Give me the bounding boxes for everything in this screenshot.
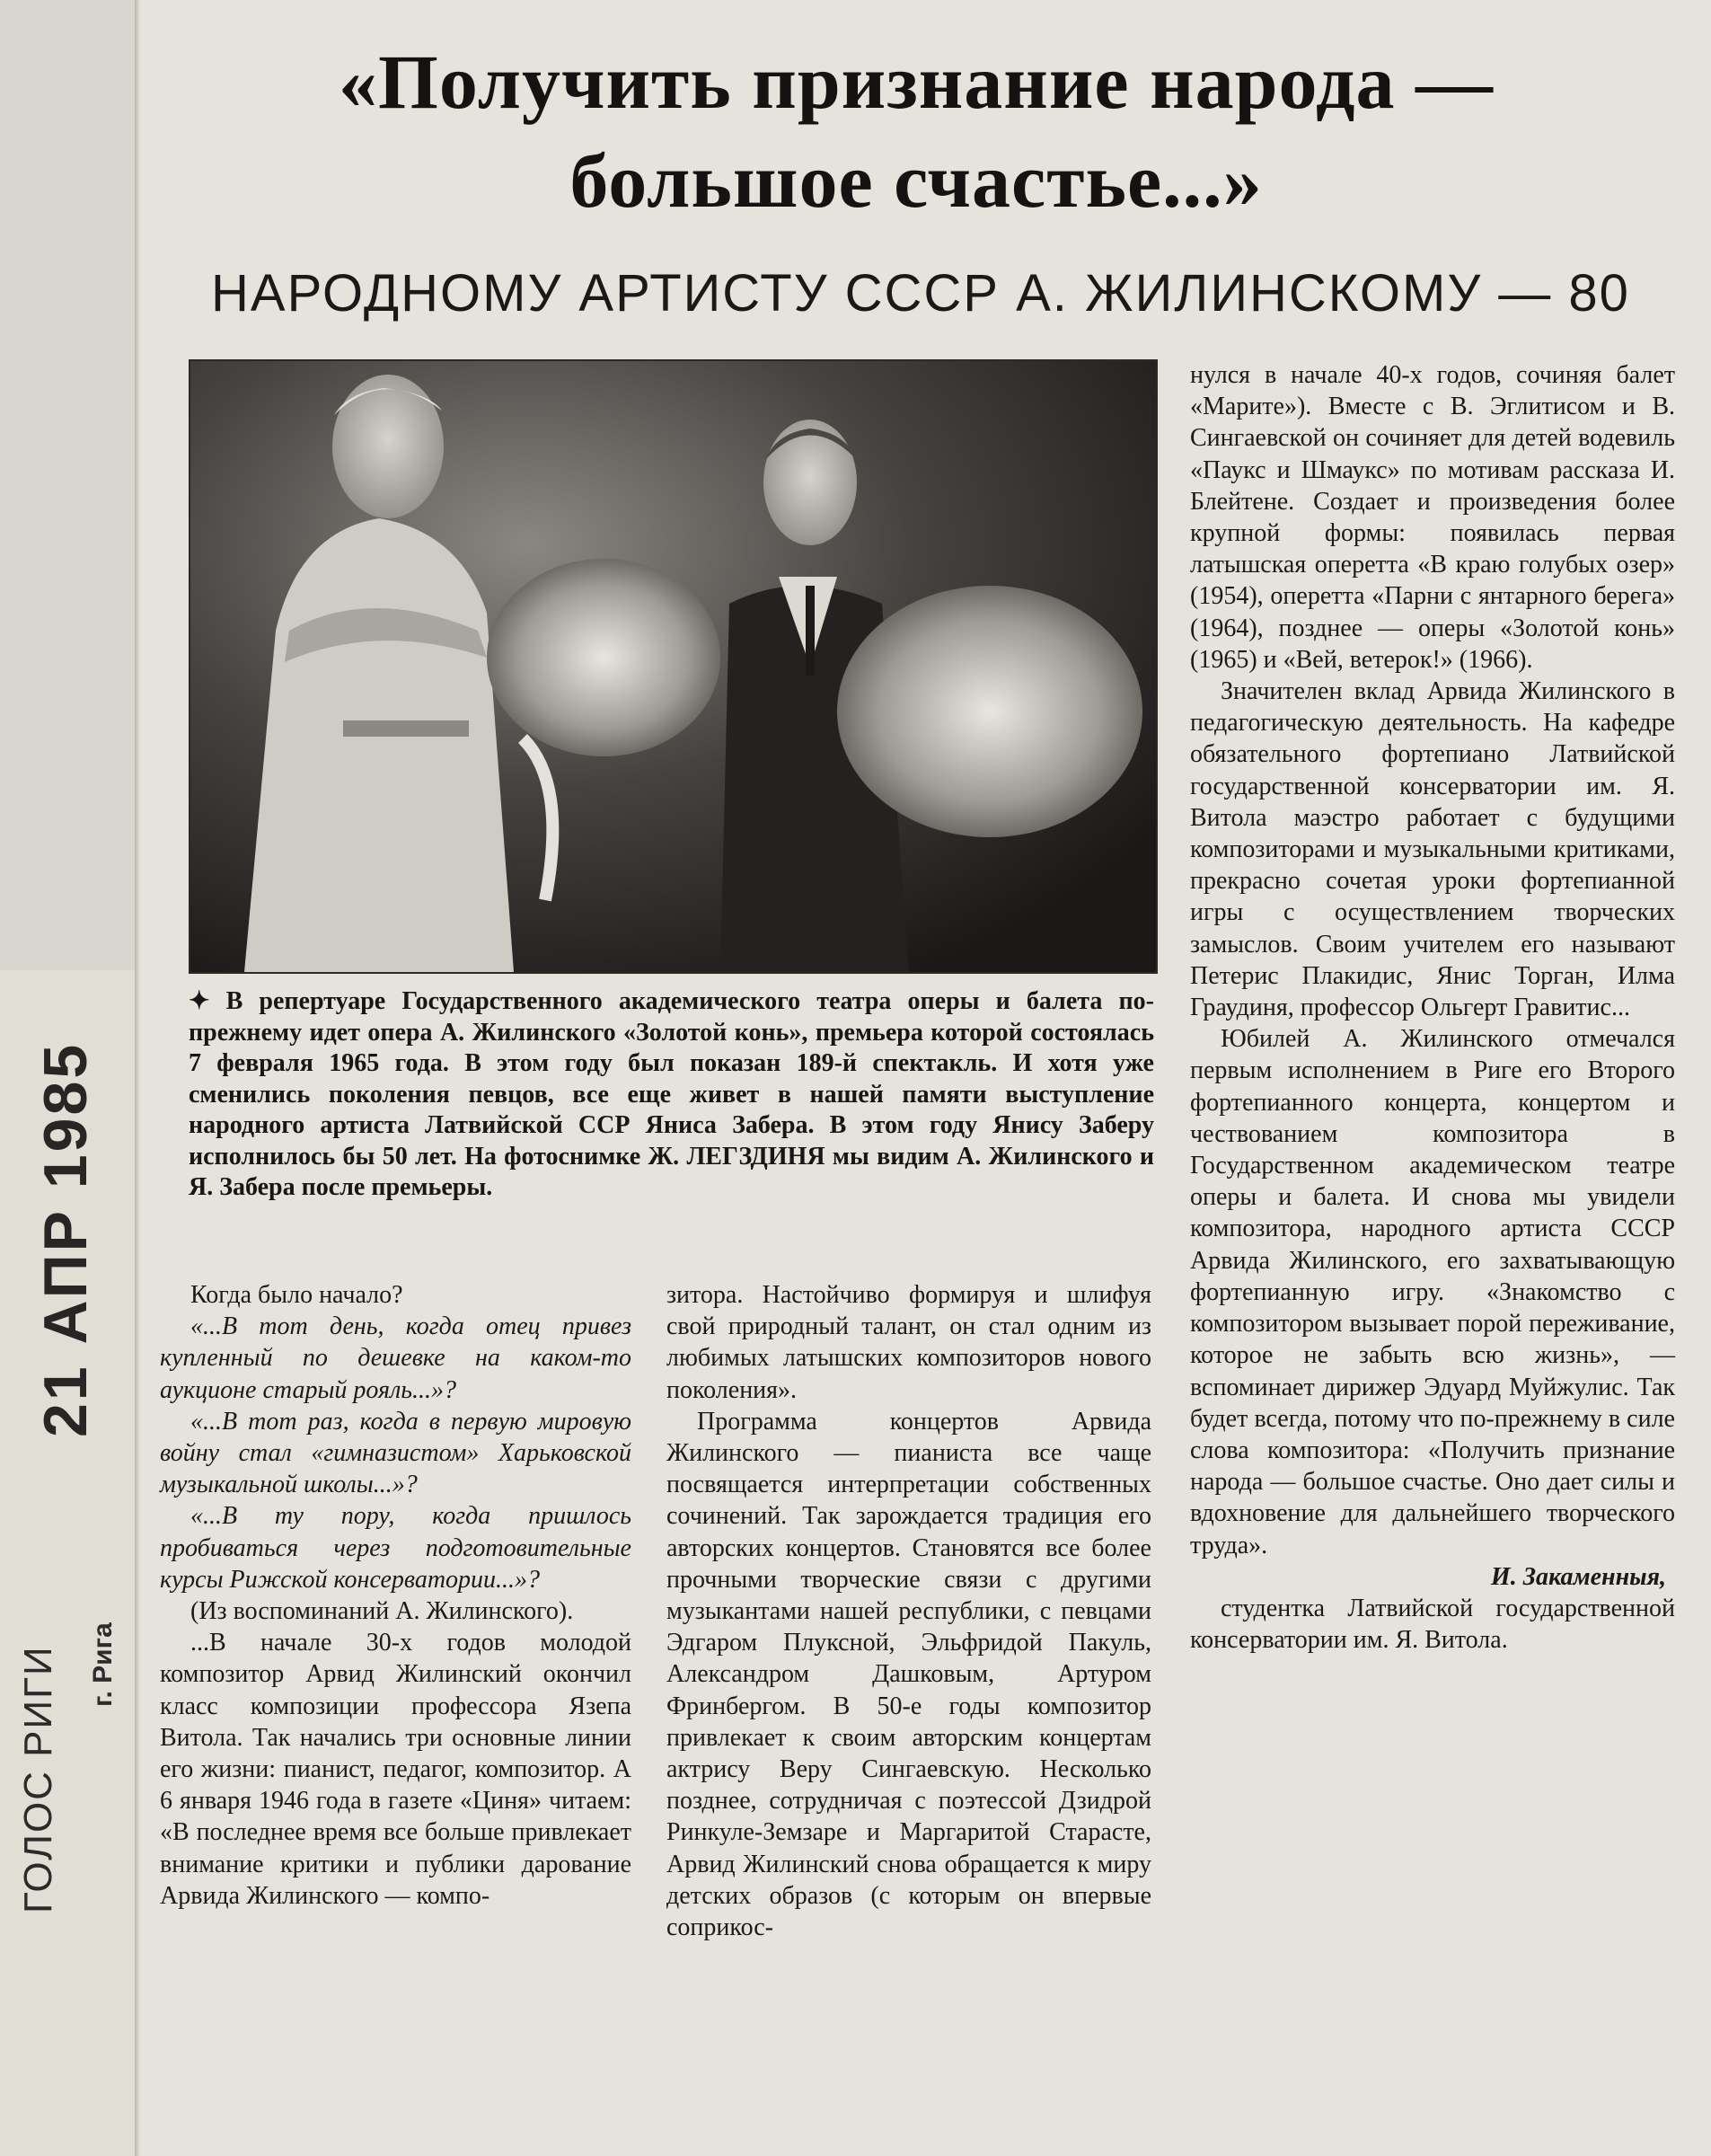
paragraph: Юбилей А. Жилинского отмечался первым исполнением в Риге его Второго фортепианного концерта, концертом и чествованием композитора в Государственном академическом театре оперы и балета. И снова мы увидели композитора, народного артиста СССР Арвида Жилинского, его захватывающую фортепианную игру. «Знакомство с композитором вызывает порой переживание, которое не забыть всю жизнь», — вспоминает дирижер Эдуард Муйжулис. Так будет всегда, потому что по-прежнему в силе слова композитора: «Получить признание народа — большое счастье. Оно дает силы и вдохновение для дальнейшего творческого труда». xyxy=(1190,1025,1675,1560)
article-column-3 xyxy=(1190,359,1675,1656)
clipping-edge-shadow xyxy=(135,0,140,2156)
paragraph-quote: «...В тот день, когда отец привез купленный по дешевке на каком-то аукционе старый рояль...»? xyxy=(160,1312,631,1404)
photo-caption xyxy=(189,986,1154,1204)
newspaper-name-label: ГОЛОС РИГИ xyxy=(16,1645,60,1913)
paragraph: Значителен вклад Арвида Жилинского в педагогическую деятельность. На кафедре обязательного фортепиано Латвийской государственной консерватории им. Я. Витола маэстро работает с будущими композиторами и музыкальными критиками, прекрасно сочетая уроки фортепианной игры с осуществлением творческих замыслов. Своим учителем его называют Петерис Плакидис, Янис Торган, Илма Граудиня, профессор Ольгерт Гравитис... xyxy=(1190,677,1675,1022)
paragraph: (Из воспоминаний А. Жилинского). xyxy=(190,1597,574,1626)
paragraph: Когда было начало? xyxy=(190,1281,403,1309)
bouquet-left xyxy=(487,559,720,756)
author-title: студентка Латвийской государственной консерватории им. Я. Витола. xyxy=(1190,1594,1675,1655)
photo-illustration xyxy=(190,361,1156,972)
date-stamp: 21 АПР 1985 xyxy=(31,1041,100,1437)
article-column-1 xyxy=(160,1279,631,1912)
bouquet-right xyxy=(837,586,1142,837)
paragraph: зитора. Настойчиво формируя и шлифуя свой природный талант, он стал одним из любимых латышских композиторов нового поколения». xyxy=(666,1281,1151,1404)
headline-line-2: большое счастье...» xyxy=(569,137,1263,224)
city-label: г. Рига xyxy=(88,1622,118,1707)
paragraph: нулся в начале 40-х годов, сочиняя балет «Марите»). Вместе с В. Эглитисом и В. Сингаевской он сочиняет для детей водевиль «Паукс и Шмаукс» по мотивам рассказа И. Блейтене. Создает и произведения более крупной формы: появилась первая латышская оперетта «В краю голубых озер» (1954), оперетта «Парни с янтарного берега» (1964), позднее — оперы «Золотой конь» (1965) и «Вей, ветерок!» (1966). xyxy=(1190,361,1675,674)
paragraph-quote: «...В ту пору, когда пришлось пробиваться через подготовительные курсы Рижской консерватории...»? xyxy=(160,1502,631,1594)
caption-text: В репертуаре Государственного академического театра оперы и балета по-прежнему идет опера А. Жилинского «Золотой конь», премьера которой состоялась 7 февраля 1965 года. В этом году был показан 189-й спектакль. И хотя уже сменились поколения певцов, все еще живет в нашей памяти выступление народного артиста Латвийской ССР Яниса Забера. В этом году Янису Заберу исполнилось бы 50 лет. На фотоснимке Ж. ЛЕГЗДИНЯ мы видим А. Жилинского и Я. Забера после премьеры. xyxy=(189,987,1154,1201)
article-photo xyxy=(189,359,1158,974)
paragraph-quote: «...В тот раз, когда в первую мировую войну стал «гимназистом» Харьковской музыкальной школы...»? xyxy=(160,1407,631,1499)
paragraph: Программа концертов Арвида Жилинского — пианиста все чаще посвящается интерпретации собственных сочинений. Так зарождается традиция его авторских концертов. Становятся все более прочными творческие связи с другими музыкантами нашей республики, с певцами Эдгаром Плуксной, Эльфридой Пакуль, Александром Дашковым, Артуром Фринбергом. В 50-е годы композитор привлекает к своим авторским концертам актрису Веру Сингаевскую. Несколько позднее, сотрудничая с поэтессой Дзидрой Ринкуле-Земзаре и Маргаритой Старасте, Арвид Жилинский снова обращается к миру детских образов (с которым он впервые соприкос- xyxy=(666,1407,1151,1942)
caption-star-icon: ✦ xyxy=(189,987,210,1015)
article-column-2 xyxy=(666,1279,1151,1943)
paragraph: ...В начале 30-х годов молодой композитор Арвид Жилинский окончил класс композиции профессора Язепа Витола. Так начались три основные линии его жизни: пианист, педагог, композитор. А 6 января 1946 года в газете «Циня» читаем: «В последнее время все больше привлекает внимание критики и публики дарование Арвида Жилинского — компо- xyxy=(160,1629,631,1910)
headline-line-1: «Получить признание народа — xyxy=(338,39,1494,125)
subheadline: НАРОДНОМУ АРТИСТУ СССР А. ЖИЛИНСКОМУ — 80 xyxy=(211,264,1630,323)
author-signature: И. Закаменныя, xyxy=(1490,1562,1666,1591)
